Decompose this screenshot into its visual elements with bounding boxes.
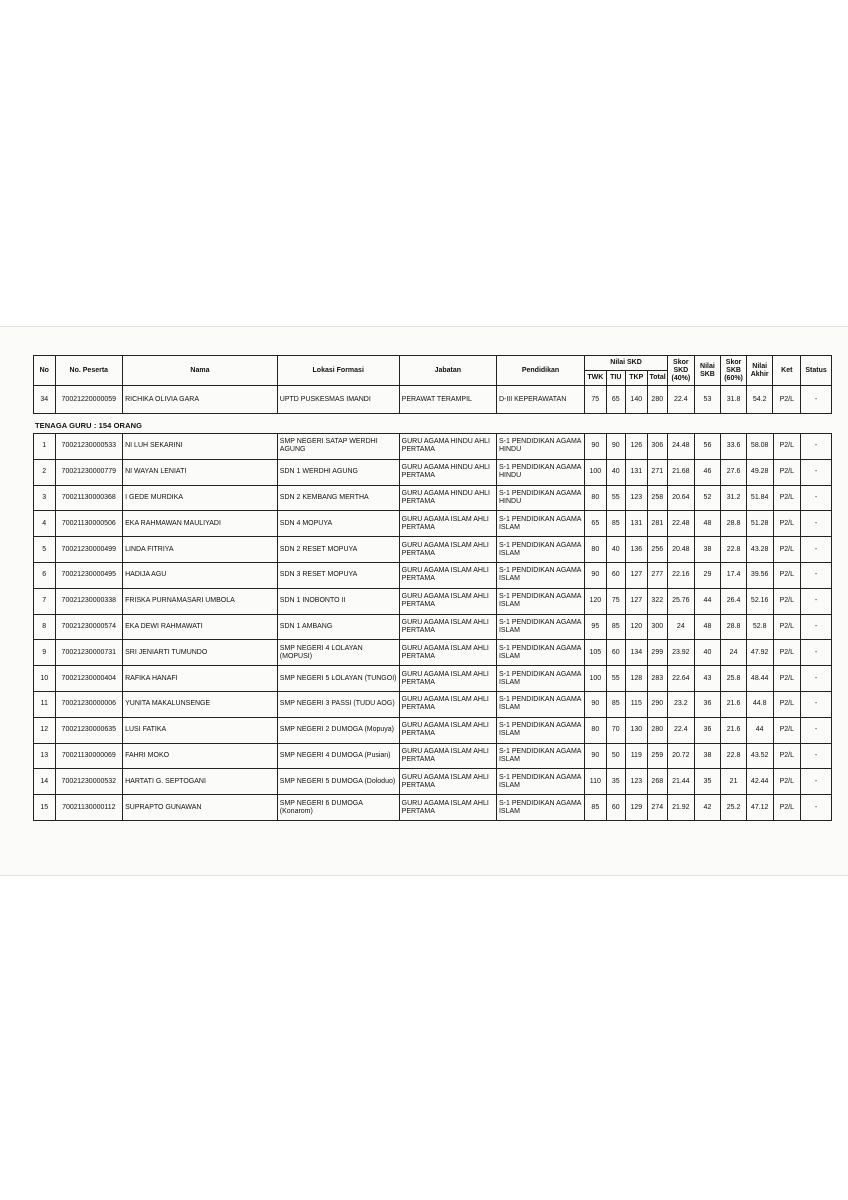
section-title: TENAGA GURU : 154 ORANG: [35, 421, 143, 430]
table-row: [34, 666, 832, 692]
cell-twk: 90: [585, 434, 607, 460]
cell-status: -: [801, 588, 832, 614]
cell-tkp: 131: [626, 511, 648, 537]
cell-peserta: 70021230000006: [55, 691, 123, 717]
cell-pendidikan: S-1 PENDIDIKAN AGAMA ISLAM: [496, 537, 584, 563]
cell-total: 274: [647, 795, 667, 821]
cell-pendidikan: S-1 PENDIDIKAN AGAMA ISLAM: [496, 614, 584, 640]
cell-ket: P2/L: [773, 614, 801, 640]
cell-jabatan: GURU AGAMA HINDU AHLI PERTAMA: [399, 485, 496, 511]
cell-nilai-akhir: 48.44: [746, 666, 773, 692]
cell-nilai-akhir: 43.28: [746, 537, 773, 563]
cell-nilai-skb: 42: [694, 795, 721, 821]
cell-tkp: 120: [626, 614, 648, 640]
cell-nama: EKA RAHMAWAN MAULIYADI: [123, 511, 278, 537]
cell-twk: 100: [585, 666, 607, 692]
cell-tiu: 50: [606, 743, 625, 769]
cell-nilai-skb: 44: [694, 588, 721, 614]
cell-skor-skb: 21.6: [721, 717, 747, 743]
cell-skor-skd: 22.48: [668, 511, 695, 537]
cell-nilai-akhir: 39.56: [746, 562, 773, 588]
cell-pendidikan: S-1 PENDIDIKAN AGAMA ISLAM: [496, 640, 584, 666]
col-peserta: No. Peserta: [55, 356, 123, 386]
cell-tiu: 85: [606, 691, 625, 717]
cell-tkp: 136: [626, 537, 648, 563]
cell-nama: FRISKA PURNAMASARI UMBOLA: [123, 588, 278, 614]
table-row: [34, 795, 832, 821]
cell-jabatan: GURU AGAMA ISLAM AHLI PERTAMA: [399, 743, 496, 769]
cell-jabatan: GURU AGAMA HINDU AHLI PERTAMA: [399, 459, 496, 485]
cell-lokasi: SMP NEGERI 4 DUMOGA (Pusian): [277, 743, 399, 769]
cell-twk: 120: [585, 588, 607, 614]
cell-jabatan: GURU AGAMA ISLAM AHLI PERTAMA: [399, 537, 496, 563]
cell-jabatan: GURU AGAMA ISLAM AHLI PERTAMA: [399, 511, 496, 537]
cell-status: -: [801, 386, 832, 414]
col-nama: Nama: [123, 356, 278, 386]
col-nilai-akhir: Nilai Akhir: [746, 356, 773, 386]
cell-skor-skb: 31.8: [721, 386, 747, 414]
cell-no: 5: [34, 537, 56, 563]
cell-total: 271: [647, 459, 667, 485]
cell-skor-skd: 22.64: [668, 666, 695, 692]
cell-tiu: 75: [606, 588, 625, 614]
cell-tkp: 126: [626, 434, 648, 460]
cell-skor-skb: 22.8: [721, 743, 747, 769]
cell-skor-skb: 31.2: [721, 485, 747, 511]
cell-no: 9: [34, 640, 56, 666]
cell-total: 283: [647, 666, 667, 692]
cell-twk: 80: [585, 537, 607, 563]
cell-twk: 110: [585, 769, 607, 795]
cell-pendidikan: D-III KEPERAWATAN: [496, 386, 584, 414]
cell-total: 299: [647, 640, 667, 666]
cell-tkp: 119: [626, 743, 648, 769]
cell-jabatan: GURU AGAMA ISLAM AHLI PERTAMA: [399, 691, 496, 717]
cell-nilai-akhir: 44.8: [746, 691, 773, 717]
cell-tiu: 40: [606, 459, 625, 485]
table-row: [34, 511, 832, 537]
cell-status: -: [801, 769, 832, 795]
col-lokasi: Lokasi Formasi: [277, 356, 399, 386]
cell-skor-skd: 24: [668, 614, 695, 640]
cell-peserta: 70021230000404: [55, 666, 123, 692]
guru-table: [33, 433, 832, 821]
cell-tiu: 85: [606, 614, 625, 640]
cell-lokasi: SMP NEGERI 2 DUMOGA (Mopuya): [277, 717, 399, 743]
cell-peserta: 70021130000368: [55, 485, 123, 511]
cell-no: 10: [34, 666, 56, 692]
cell-tkp: 130: [626, 717, 648, 743]
cell-ket: P2/L: [773, 795, 801, 821]
table-row: [34, 691, 832, 717]
table-row: [34, 717, 832, 743]
cell-tiu: 60: [606, 640, 625, 666]
cell-ket: P2/L: [773, 511, 801, 537]
cell-no: 13: [34, 743, 56, 769]
cell-lokasi: SDN 1 AMBANG: [277, 614, 399, 640]
cell-jabatan: GURU AGAMA ISLAM AHLI PERTAMA: [399, 795, 496, 821]
cell-nama: RAFIKA HANAFI: [123, 666, 278, 692]
cell-pendidikan: S-1 PENDIDIKAN AGAMA ISLAM: [496, 691, 584, 717]
cell-total: 259: [647, 743, 667, 769]
cell-skor-skb: 28.8: [721, 511, 747, 537]
cell-ket: P2/L: [773, 717, 801, 743]
cell-jabatan: GURU AGAMA ISLAM AHLI PERTAMA: [399, 614, 496, 640]
cell-nilai-akhir: 47.12: [746, 795, 773, 821]
cell-tkp: 127: [626, 588, 648, 614]
cell-nama: LINDA FITRIYA: [123, 537, 278, 563]
cell-ket: P2/L: [773, 588, 801, 614]
cell-nama: RICHIKA OLIVIA GARA: [123, 386, 278, 414]
cell-tkp: 134: [626, 640, 648, 666]
cell-nama: SRI JENIARTI TUMUNDO: [123, 640, 278, 666]
cell-jabatan: GURU AGAMA ISLAM AHLI PERTAMA: [399, 640, 496, 666]
cell-nilai-skb: 52: [694, 485, 721, 511]
cell-total: 280: [647, 386, 668, 414]
cell-peserta: 70021130000069: [55, 743, 123, 769]
cell-skor-skd: 24.48: [668, 434, 695, 460]
cell-twk: 85: [585, 795, 607, 821]
cell-nilai-skb: 48: [694, 511, 721, 537]
cell-jabatan: GURU AGAMA ISLAM AHLI PERTAMA: [399, 562, 496, 588]
table-row: [34, 434, 832, 460]
cell-nama: YUNITA MAKALUNSENGE: [123, 691, 278, 717]
cell-status: -: [801, 434, 832, 460]
table-row: [34, 459, 832, 485]
cell-peserta: 70021130000506: [55, 511, 123, 537]
cell-pendidikan: S-1 PENDIDIKAN AGAMA HINDU: [496, 434, 584, 460]
cell-skor-skd: 20.48: [668, 537, 695, 563]
cell-ket: P2/L: [773, 485, 801, 511]
cell-no: 4: [34, 511, 56, 537]
cell-lokasi: SMP NEGERI 4 LOLAYAN (MOPUSI): [277, 640, 399, 666]
cell-nilai-akhir: 44: [746, 717, 773, 743]
cell-total: 280: [647, 717, 667, 743]
cell-jabatan: GURU AGAMA HINDU AHLI PERTAMA: [399, 434, 496, 460]
cell-skor-skd: 22.4: [668, 717, 695, 743]
cell-nilai-skb: 38: [694, 537, 721, 563]
cell-total: 300: [647, 614, 667, 640]
cell-total: 290: [647, 691, 667, 717]
cell-skor-skd: 20.72: [668, 743, 695, 769]
cell-tkp: 123: [626, 485, 648, 511]
cell-jabatan: GURU AGAMA ISLAM AHLI PERTAMA: [399, 588, 496, 614]
cell-nilai-skb: 40: [694, 640, 721, 666]
cell-nama: EKA DEWI RAHMAWATI: [123, 614, 278, 640]
cell-nama: SUPRAPTO GUNAWAN: [123, 795, 278, 821]
cell-total: 258: [647, 485, 667, 511]
cell-nama: NI WAYAN LENIATI: [123, 459, 278, 485]
cell-peserta: 70021230000731: [55, 640, 123, 666]
cell-peserta: 70021230000495: [55, 562, 123, 588]
cell-status: -: [801, 640, 832, 666]
cell-skor-skd: 21.68: [668, 459, 695, 485]
cell-twk: 65: [585, 511, 607, 537]
cell-twk: 105: [585, 640, 607, 666]
cell-nilai-akhir: 47.92: [746, 640, 773, 666]
cell-tiu: 55: [606, 666, 625, 692]
cell-total: 281: [647, 511, 667, 537]
cell-tiu: 70: [606, 717, 625, 743]
cell-status: -: [801, 717, 832, 743]
col-nilai-skd: Nilai SKD: [585, 356, 668, 371]
cell-tkp: 131: [626, 459, 648, 485]
cell-lokasi: SDN 4 MOPUYA: [277, 511, 399, 537]
cell-status: -: [801, 691, 832, 717]
cell-tiu: 60: [606, 795, 625, 821]
cell-tkp: 140: [626, 386, 648, 414]
cell-jabatan: PERAWAT TERAMPIL: [399, 386, 496, 414]
table-row: [34, 485, 832, 511]
header-row: [34, 356, 832, 371]
cell-nilai-skb: 38: [694, 743, 721, 769]
cell-pendidikan: S-1 PENDIDIKAN AGAMA ISLAM: [496, 743, 584, 769]
cell-lokasi: SMP NEGERI 3 PASSI (TUDU AOG): [277, 691, 399, 717]
cell-nilai-akhir: 51.84: [746, 485, 773, 511]
cell-ket: P2/L: [773, 743, 801, 769]
cell-total: 306: [647, 434, 667, 460]
cell-nilai-skb: 29: [694, 562, 721, 588]
cell-skor-skd: 21.44: [668, 769, 695, 795]
cell-no: 15: [34, 795, 56, 821]
cell-ket: P2/L: [773, 537, 801, 563]
table-row: [34, 640, 832, 666]
cell-ket: P2/L: [773, 386, 801, 414]
cell-lokasi: SMP NEGERI SATAP WERDHI AGUNG: [277, 434, 399, 460]
cell-pendidikan: S-1 PENDIDIKAN AGAMA ISLAM: [496, 795, 584, 821]
cell-tkp: 123: [626, 769, 648, 795]
cell-skor-skb: 21: [721, 769, 747, 795]
cell-peserta: 70021230000779: [55, 459, 123, 485]
cell-peserta: 70021220000059: [55, 386, 123, 414]
cell-status: -: [801, 562, 832, 588]
table-row: [34, 386, 832, 414]
col-jabatan: Jabatan: [399, 356, 496, 386]
cell-nilai-akhir: 49.28: [746, 459, 773, 485]
cell-total: 277: [647, 562, 667, 588]
cell-skor-skd: 23.92: [668, 640, 695, 666]
cell-skor-skd: 20.64: [668, 485, 695, 511]
cell-lokasi: SDN 2 KEMBANG MERTHA: [277, 485, 399, 511]
col-no: No: [34, 356, 56, 386]
cell-twk: 90: [585, 562, 607, 588]
cell-skor-skd: 23.2: [668, 691, 695, 717]
cell-twk: 90: [585, 743, 607, 769]
cell-nilai-akhir: 52.8: [746, 614, 773, 640]
cell-skor-skd: 22.16: [668, 562, 695, 588]
cell-nilai-skb: 48: [694, 614, 721, 640]
cell-nilai-skb: 35: [694, 769, 721, 795]
table-row: [34, 769, 832, 795]
cell-no: 12: [34, 717, 56, 743]
col-tiu: TIU: [606, 371, 625, 386]
cell-status: -: [801, 666, 832, 692]
cell-tkp: 129: [626, 795, 648, 821]
table-row: [34, 588, 832, 614]
cell-tiu: 65: [606, 386, 625, 414]
cell-lokasi: SMP NEGERI 5 LOLAYAN (TUNGOI): [277, 666, 399, 692]
cell-no: 3: [34, 485, 56, 511]
cell-nama: NI LUH SEKARINI: [123, 434, 278, 460]
cell-nilai-akhir: 51.28: [746, 511, 773, 537]
cell-skor-skb: 26.4: [721, 588, 747, 614]
cell-skor-skb: 25.8: [721, 666, 747, 692]
col-nilai-skb: Nilai SKB: [694, 356, 721, 386]
cell-ket: P2/L: [773, 562, 801, 588]
cell-lokasi: UPTD PUSKESMAS IMANDI: [277, 386, 399, 414]
col-status: Status: [801, 356, 832, 386]
table-row: [34, 537, 832, 563]
cell-pendidikan: S-1 PENDIDIKAN AGAMA ISLAM: [496, 769, 584, 795]
cell-tiu: 90: [606, 434, 625, 460]
cell-no: 1: [34, 434, 56, 460]
cell-pendidikan: S-1 PENDIDIKAN AGAMA ISLAM: [496, 717, 584, 743]
cell-status: -: [801, 795, 832, 821]
cell-skor-skb: 25.2: [721, 795, 747, 821]
cell-total: 322: [647, 588, 667, 614]
cell-status: -: [801, 485, 832, 511]
cell-nilai-skb: 53: [694, 386, 721, 414]
cell-skor-skb: 27.6: [721, 459, 747, 485]
cell-nilai-skb: 56: [694, 434, 721, 460]
cell-peserta: 70021230000574: [55, 614, 123, 640]
cell-nilai-akhir: 58.08: [746, 434, 773, 460]
cell-lokasi: SDN 1 WERDHI AGUNG: [277, 459, 399, 485]
cell-lokasi: SMP NEGERI 5 DUMOGA (Doloduo): [277, 769, 399, 795]
cell-status: -: [801, 614, 832, 640]
cell-tiu: 85: [606, 511, 625, 537]
cell-pendidikan: S-1 PENDIDIKAN AGAMA ISLAM: [496, 666, 584, 692]
cell-twk: 100: [585, 459, 607, 485]
cell-skor-skb: 21.6: [721, 691, 747, 717]
cell-tiu: 55: [606, 485, 625, 511]
col-tkp: TKP: [626, 371, 648, 386]
cell-tiu: 60: [606, 562, 625, 588]
col-total: Total: [647, 371, 668, 386]
cell-ket: P2/L: [773, 769, 801, 795]
cell-pendidikan: S-1 PENDIDIKAN AGAMA ISLAM: [496, 562, 584, 588]
cell-peserta: 70021230000532: [55, 769, 123, 795]
cell-status: -: [801, 743, 832, 769]
cell-no: 34: [34, 386, 56, 414]
cell-lokasi: SDN 3 RESET MOPUYA: [277, 562, 399, 588]
cell-skor-skb: 33.6: [721, 434, 747, 460]
cell-peserta: 70021230000533: [55, 434, 123, 460]
cell-skor-skb: 24: [721, 640, 747, 666]
cell-ket: P2/L: [773, 459, 801, 485]
cell-nilai-akhir: 52.16: [746, 588, 773, 614]
cell-peserta: 70021130000112: [55, 795, 123, 821]
cell-jabatan: GURU AGAMA ISLAM AHLI PERTAMA: [399, 769, 496, 795]
cell-status: -: [801, 537, 832, 563]
header-table: [33, 355, 832, 414]
col-twk: TWK: [585, 371, 607, 386]
cell-no: 11: [34, 691, 56, 717]
col-skor-skb: Skor SKB (60%): [721, 356, 747, 386]
cell-nilai-akhir: 42.44: [746, 769, 773, 795]
cell-peserta: 70021230000635: [55, 717, 123, 743]
cell-skor-skd: 22.4: [668, 386, 695, 414]
cell-lokasi: SDN 2 RESET MOPUYA: [277, 537, 399, 563]
col-ket: Ket: [773, 356, 801, 386]
cell-no: 7: [34, 588, 56, 614]
cell-nama: LUSI FATIKA: [123, 717, 278, 743]
cell-status: -: [801, 459, 832, 485]
cell-no: 2: [34, 459, 56, 485]
cell-twk: 90: [585, 691, 607, 717]
cell-tkp: 128: [626, 666, 648, 692]
cell-total: 256: [647, 537, 667, 563]
cell-tkp: 127: [626, 562, 648, 588]
cell-ket: P2/L: [773, 640, 801, 666]
cell-nama: HARTATI G. SEPTOGANI: [123, 769, 278, 795]
cell-total: 268: [647, 769, 667, 795]
cell-skor-skd: 21.92: [668, 795, 695, 821]
cell-pendidikan: S-1 PENDIDIKAN AGAMA ISLAM: [496, 511, 584, 537]
cell-twk: 75: [585, 386, 607, 414]
cell-nilai-skb: 43: [694, 666, 721, 692]
cell-twk: 95: [585, 614, 607, 640]
cell-skor-skb: 22.8: [721, 537, 747, 563]
table-row: [34, 743, 832, 769]
cell-nama: HADIJA AGU: [123, 562, 278, 588]
cell-skor-skb: 28.8: [721, 614, 747, 640]
guru-table-body: [34, 434, 832, 821]
cell-nilai-akhir: 54.2: [746, 386, 773, 414]
cell-status: -: [801, 511, 832, 537]
cell-nilai-skb: 46: [694, 459, 721, 485]
table-row: [34, 614, 832, 640]
col-skor-skd: Skor SKD (40%): [668, 356, 695, 386]
cell-pendidikan: S-1 PENDIDIKAN AGAMA ISLAM: [496, 588, 584, 614]
cell-nama: I GEDE MURDIKA: [123, 485, 278, 511]
cell-pendidikan: S-1 PENDIDIKAN AGAMA HINDU: [496, 485, 584, 511]
cell-peserta: 70021230000499: [55, 537, 123, 563]
cell-tkp: 115: [626, 691, 648, 717]
cell-lokasi: SDN 1 INOBONTO II: [277, 588, 399, 614]
cell-no: 6: [34, 562, 56, 588]
cell-tiu: 35: [606, 769, 625, 795]
cell-no: 14: [34, 769, 56, 795]
cell-skor-skd: 25.76: [668, 588, 695, 614]
cell-lokasi: SMP NEGERI 6 DUMOGA (Konarom): [277, 795, 399, 821]
cell-twk: 80: [585, 485, 607, 511]
cell-pendidikan: S-1 PENDIDIKAN AGAMA HINDU: [496, 459, 584, 485]
cell-nilai-skb: 36: [694, 717, 721, 743]
cell-no: 8: [34, 614, 56, 640]
cell-jabatan: GURU AGAMA ISLAM AHLI PERTAMA: [399, 666, 496, 692]
cell-nama: FAHRI MOKO: [123, 743, 278, 769]
cell-peserta: 70021230000338: [55, 588, 123, 614]
cell-twk: 80: [585, 717, 607, 743]
cell-nilai-skb: 36: [694, 691, 721, 717]
col-pendidikan: Pendidikan: [496, 356, 584, 386]
cell-ket: P2/L: [773, 691, 801, 717]
cell-jabatan: GURU AGAMA ISLAM AHLI PERTAMA: [399, 717, 496, 743]
cell-skor-skb: 17.4: [721, 562, 747, 588]
cell-ket: P2/L: [773, 666, 801, 692]
cell-tiu: 40: [606, 537, 625, 563]
table-row: [34, 562, 832, 588]
cell-nilai-akhir: 43.52: [746, 743, 773, 769]
cell-ket: P2/L: [773, 434, 801, 460]
